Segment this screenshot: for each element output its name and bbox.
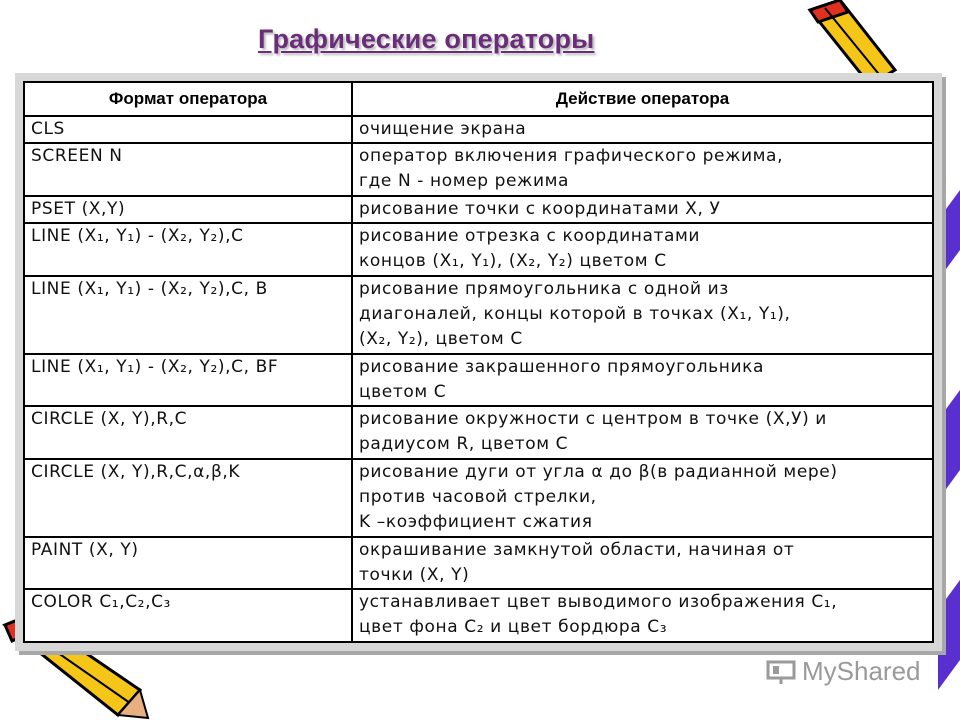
format-text: SCREEN N	[31, 146, 123, 167]
action-cell	[352, 276, 933, 354]
action-cell	[352, 116, 933, 143]
action-cell	[352, 354, 933, 407]
format-cell	[24, 459, 352, 537]
format-text: CLS	[31, 119, 65, 139]
table-row	[24, 116, 933, 143]
format-cell	[24, 354, 352, 407]
action-text: цвет фона C₂ и цвет бордюра C₃	[359, 617, 668, 638]
action-text: устанавливает цвет выводимого изображения C₁,	[359, 592, 838, 613]
format-cell	[24, 116, 352, 143]
header-action: Действие оператора	[352, 82, 933, 116]
action-text: радиусом R, цветом C	[359, 434, 569, 455]
action-cell	[352, 589, 933, 642]
table-row	[24, 143, 933, 196]
action-cell	[352, 459, 933, 537]
format-cell	[24, 196, 352, 223]
action-text: цветом C	[359, 381, 447, 402]
table-row	[24, 276, 933, 354]
action-text: оператор включения графического режима,	[359, 146, 784, 167]
format-text: PSET (X,Y)	[31, 198, 126, 219]
action-cell	[352, 196, 933, 223]
format-cell	[24, 223, 352, 276]
format-text: LINE (X₁, Y₁) - (X₂, Y₂),C, B	[31, 278, 268, 299]
table-header-row	[24, 82, 933, 116]
format-cell	[24, 589, 352, 642]
slideshow-icon	[766, 659, 796, 685]
table-row	[24, 406, 933, 459]
table-row	[24, 589, 933, 642]
format-text: LINE (X₁, Y₁) - (X₂, Y₂),C, BF	[31, 356, 279, 377]
action-text: рисование точки с координатами X, У	[359, 198, 721, 219]
watermark-text: MyShared	[802, 656, 921, 686]
table-row	[24, 354, 933, 407]
page-title: Графические операторы	[258, 24, 595, 54]
action-cell	[352, 223, 933, 276]
table-row	[24, 223, 933, 276]
format-cell	[24, 406, 352, 459]
action-text: (X₂, Y₂), цветом C	[359, 328, 523, 349]
format-text: LINE (X₁, Y₁) - (X₂, Y₂),C	[31, 226, 244, 247]
table-row	[24, 537, 933, 590]
format-cell	[24, 537, 352, 590]
action-text: окрашивание замкнутой области, начиная от	[359, 539, 795, 560]
action-text: рисование прямоугольника с одной из	[359, 278, 729, 299]
table-row	[24, 196, 933, 223]
header-format: Формат оператора	[24, 82, 352, 116]
table-row	[24, 459, 933, 537]
action-cell	[352, 537, 933, 590]
action-cell	[352, 406, 933, 459]
watermark-logo	[766, 656, 921, 687]
action-text: точки (X, Y)	[359, 564, 470, 585]
format-text: CIRCLE (X, Y),R,C	[31, 409, 188, 430]
action-text: рисование закрашенного прямоугольника	[359, 356, 765, 377]
action-text: концов (X₁, Y₁), (X₂, Y₂) цветом C	[359, 251, 667, 272]
action-text: рисование окружности с центром в точке (X,У) и	[359, 409, 827, 430]
action-cell	[352, 143, 933, 196]
format-text: CIRCLE (X, Y),R,C,α,β,K	[31, 461, 241, 482]
action-text: очищение экрана	[359, 119, 527, 139]
action-text: против часовой стрелки,	[359, 486, 597, 507]
format-cell	[24, 143, 352, 196]
action-text: диагоналей, концы которой в точках (X₁, Y₁),	[359, 303, 791, 324]
format-cell	[24, 276, 352, 354]
operators-table	[23, 81, 934, 643]
action-text: где N - номер режима	[359, 171, 570, 192]
action-text: K –коэффициент сжатия	[359, 511, 593, 532]
format-text: COLOR C₁,C₂,C₃	[31, 592, 171, 613]
action-text: рисование дуги от угла α до β(в радианной мере)	[359, 461, 838, 482]
format-text: PAINT (X, Y)	[31, 539, 139, 560]
operators-table-frame	[15, 73, 942, 651]
action-text: рисование отрезка с координатами	[359, 226, 701, 247]
